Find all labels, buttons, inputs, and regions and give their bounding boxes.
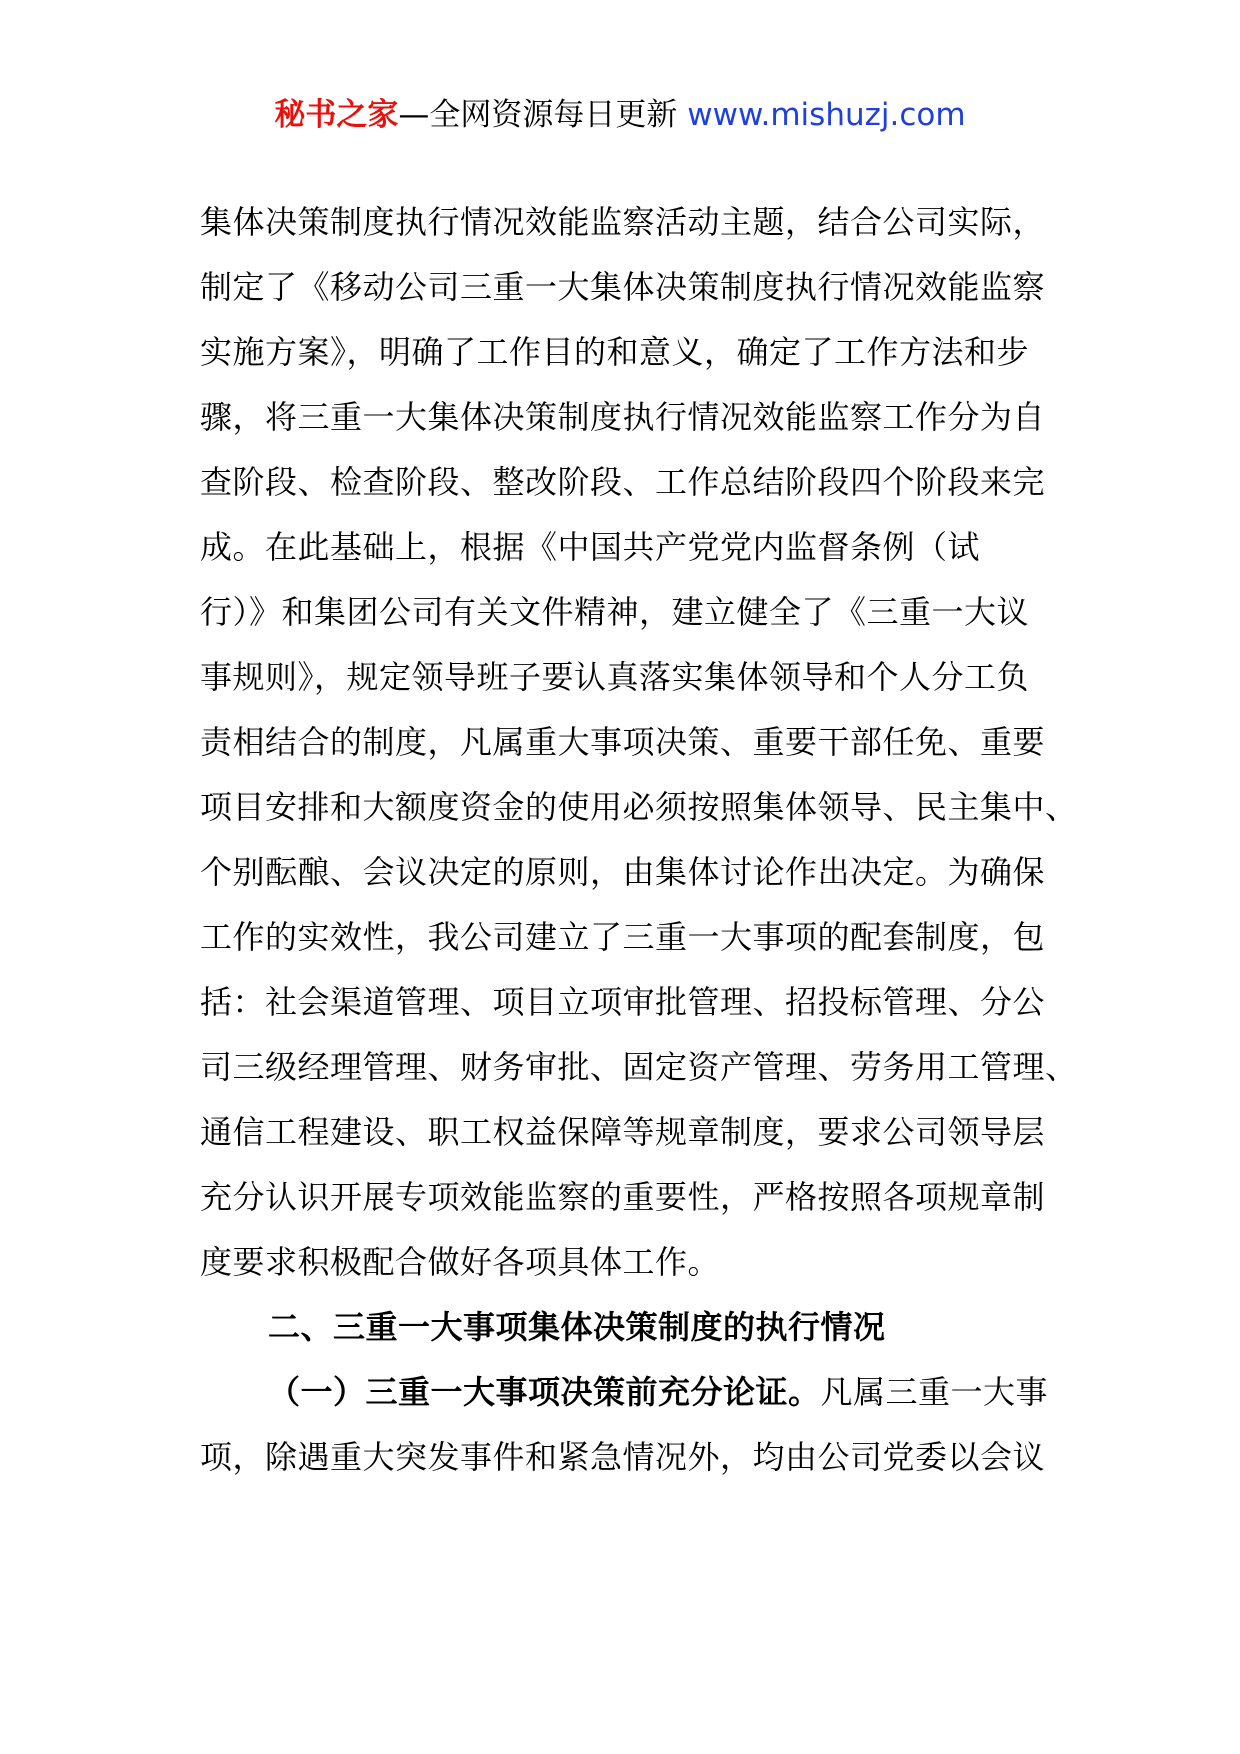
body-line: 司三级经理管理、财务审批、固定资产管理、劳务用工管理、 — [200, 1048, 1078, 1086]
site-url[interactable]: www.mishuzj.com — [687, 97, 966, 133]
subsection-text: 凡属三重一大事 — [820, 1373, 1049, 1411]
body-line: 充分认识开展专项效能监察的重要性，严格按照各项规章制 — [200, 1178, 1046, 1216]
brand-name: 秘书之家 — [274, 97, 399, 133]
body-line: 项，除遇重大突发事件和紧急情况外，均由公司党委以会议 — [200, 1438, 1046, 1476]
body-line: 个别酝酿、会议决定的原则，由集体讨论作出决定。为确保 — [200, 853, 1046, 891]
header-tagline: —全网资源每日更新 — [398, 97, 678, 133]
document-body — [200, 190, 1078, 1490]
body-line: 行）》和集团公司有关文件精神，建立健全了《三重一大议 — [200, 593, 1030, 631]
subsection-title: （一）三重一大事项决策前充分论证。 — [268, 1373, 821, 1411]
body-line: 工作的实效性，我公司建立了三重一大事项的配套制度，包 — [200, 918, 1046, 956]
body-line: 事规则》，规定领导班子要认真落实集体领导和个人分工负 — [200, 658, 1030, 696]
body-line: 实施方案》，明确了工作目的和意义，确定了工作方法和步 — [200, 333, 1030, 371]
body-line: 制定了《移动公司三重一大集体决策制度执行情况效能监察 — [200, 268, 1046, 306]
site-header — [0, 95, 1240, 135]
body-line: 查阶段、检查阶段、整改阶段、工作总结阶段四个阶段来完 — [200, 463, 1046, 501]
body-line: 通信工程建设、职工权益保障等规章制度，要求公司领导层 — [200, 1113, 1046, 1151]
body-line: 度要求积极配合做好各项具体工作。 — [200, 1243, 721, 1281]
body-line: 括：社会渠道管理、项目立项审批管理、招投标管理、分公 — [200, 983, 1046, 1021]
subsection-paragraph — [200, 1360, 1070, 1425]
section-heading: 二、三重一大事项集体决策制度的执行情况 — [268, 1308, 886, 1346]
body-line: 项目安排和大额度资金的使用必须按照集体领导、民主集中、 — [200, 788, 1078, 826]
body-line: 责相结合的制度，凡属重大事项决策、重要干部任免、重要 — [200, 723, 1046, 761]
body-line: 成。在此基础上，根据《中国共产党党内监督条例（试 — [200, 528, 981, 566]
body-line: 集体决策制度执行情况效能监察活动主题，结合公司实际， — [200, 203, 1046, 241]
body-line: 骤，将三重一大集体决策制度执行情况效能监察工作分为自 — [200, 398, 1046, 436]
